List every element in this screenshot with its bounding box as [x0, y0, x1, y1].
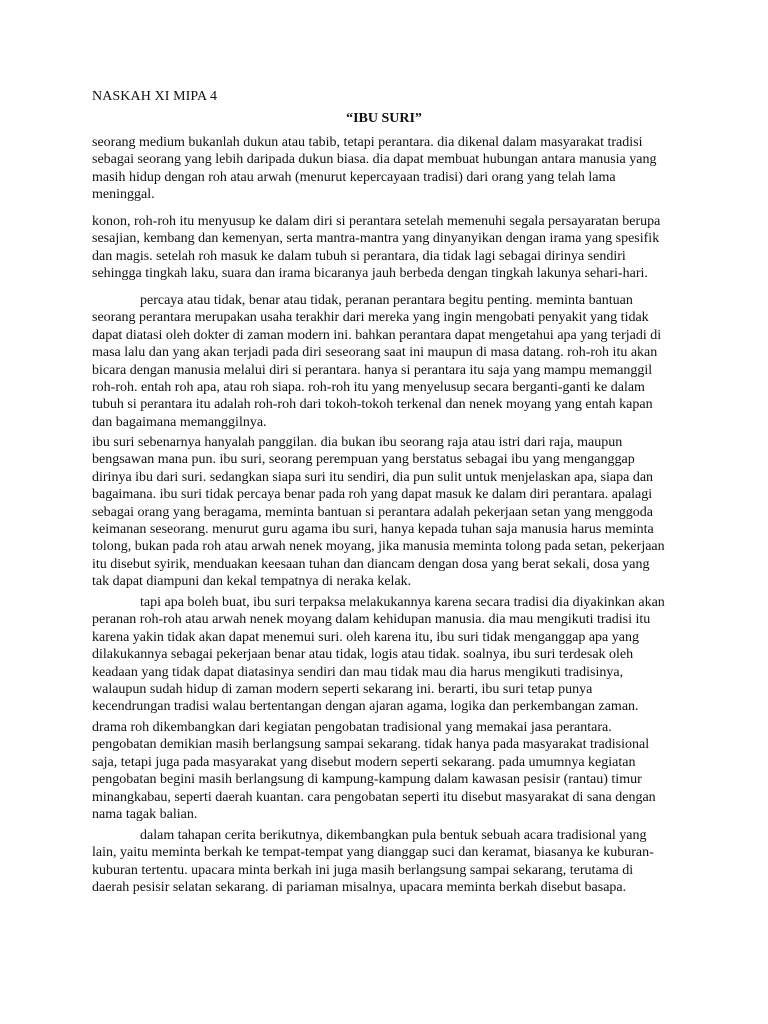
text-line: dirinya ibu dari suri. sedangkan siapa suri itu sendiri, dia pun sulit untuk menjelaskan apa, siapa dan [92, 469, 654, 485]
text-line: nama tagak balian. [92, 807, 198, 823]
text-line: daerah pesisir selatan sekarang. di pariaman misalnya, upacara meminta berkah disebut basapa. [92, 880, 627, 896]
text-line: pengobatan demikian masih berlangsung sampai sekarang. tidak hanya pada masyarakat tradisional [92, 737, 650, 753]
text-line: masa lalu dan yang akan terjadi pada diri seseorang saat ini maupun di masa datang. roh-roh itu akan [92, 345, 658, 361]
text-line: seorang medium bukanlah dukun atau tabib, tetapi perantara. dia dikenal dalam masyarakat tradisi [92, 135, 643, 150]
text-line: percaya atau tidak, benar atau tidak, peranan perantara begitu penting. meminta bantuan [140, 293, 633, 308]
text-line: drama roh dikembangkan dari kegiatan pengobatan tradisional yang memakai jasa perantara. [92, 720, 612, 735]
text-line: peranan roh-roh atau arwah nenek moyang dalam kehidupan manusia. dia mau mengikuti tradisi itu [92, 612, 651, 628]
paragraph [92, 213, 692, 283]
paragraph [92, 719, 692, 823]
text-line: minangkabau, seperti daerah kuantan. cara pengobatan seperti itu disebut masyarakat di sana dengan [92, 789, 656, 805]
text-line: lain, yaitu meminta berkah ke tempat-tempat yang dianggap suci dan keramat, biasanya ke kuburan- [92, 845, 654, 861]
text-line: konon, roh-roh itu menyusup ke dalam diri si perantara setelah memenuhi segala persayaratan berupa [92, 214, 661, 229]
document-header: NASKAH XI MIPA 4 [92, 89, 218, 104]
text-line: walaupun sudah hidup di zaman modern seperti sekarang ini. berarti, ibu suri tetap punya [92, 682, 593, 698]
text-line: keadaan yang tidak dapat diatasinya sendiri dan mau tidak mau dia harus mengikuti tradisinya, [92, 664, 624, 680]
text-line: bicara dengan manusia melalui diri si perantara. hanya si perantara itu saja yang mampu memanggil [92, 362, 653, 378]
paragraph [92, 292, 692, 431]
paragraph [92, 434, 692, 591]
text-line: roh-roh. entah roh apa, atau roh siapa. roh-roh itu yang menyelusup secara berganti-ganti ke dalam [92, 380, 645, 396]
text-line: bagaimana. ibu suri tidak percaya benar pada roh yang dapat masuk ke dalam diri perantara. apalagi [92, 487, 653, 503]
paragraph [92, 594, 692, 716]
text-line: dan magis. setelah roh masuk ke dalam tubuh si perantara, dia tidak lagi sebagai dirinya sendiri [92, 248, 626, 264]
text-line: sesajian, kembang dan kemenyan, serta mantra-mantra yang dinyanyikan dengan irama yang spesifik [92, 231, 660, 247]
paragraph [92, 827, 692, 897]
text-line: sebagai orang yang beragama, meminta bantuan si perantara adalah pekerjaan setan yang menggoda [92, 504, 653, 520]
text-line: sehingga tingkah laku, suara dan irama bicaranya jauh berbeda dengan tingkah lakunya sehari-hari. [92, 266, 648, 282]
text-line: itu disebut syirik, menduakan keesaan tuhan dan diancam dengan dosa yang berat sekali, dosa yang [92, 556, 650, 572]
text-line: tak dapat diampuni dan kekal tempatnya di neraka kelak. [92, 574, 412, 590]
text-line: ibu suri sebenarnya hanyalah panggilan. dia bukan ibu seorang raja atau istri dari raja, maupun [92, 435, 623, 450]
text-line: meninggal. [92, 187, 155, 203]
text-line: karena yakin tidak akan dapat menemui suri. oleh karena itu, ibu suri tidak menganggap apa yang [92, 629, 639, 645]
text-line: sebagai seorang yang lebih daripada dukun biasa. dia dapat membuat hubungan antara manusia yang [92, 152, 657, 168]
paragraph [92, 134, 692, 204]
text-line: tapi apa boleh buat, ibu suri terpaksa melakukannya karena secara tradisi dia diyakinkan akan [140, 595, 665, 610]
text-line: dan bagaimana memanggilnya. [92, 414, 267, 430]
text-line: keimanan seseorang. menurut guru agama ibu suri, hanya kepada tuhan saja manusia harus meminta [92, 522, 654, 538]
text-line: kecendrungan tradisi walau bertentangan dengan ajaran agama, logika dan perkembangan zaman. [92, 699, 639, 715]
text-line: dilakukannya sebagai pekerjaan benar atau tidak, logis atau tidak. soalnya, ibu suri terdesak oleh [92, 647, 634, 663]
text-line: seorang perantara merupakan usaha terakhir dari mereka yang ingin mengobati penyakit yang tidak [92, 310, 649, 326]
text-line: dapat diatasi oleh dokter di zaman modern ini. bahkan perantara dapat mengetahui apa yang terjadi di [92, 327, 662, 343]
text-line: saja, tetapi juga pada masyarakat yang disebut modern seperti sekarang. pada umumnya kegiatan [92, 754, 636, 770]
text-line: masih hidup dengan roh atau arwah (menurut kepercayaan tradisi) dari orang yang telah lama [92, 169, 616, 185]
text-line: tubuh si perantara itu adalah roh-roh dari tokoh-tokoh terkenal dan nenek moyang yang entah kapan [92, 397, 653, 413]
text-line: dalam tahapan cerita berikutnya, dikembangkan pula bentuk sebuah acara tradisional yang [140, 828, 647, 843]
text-line: tolong, bukan pada roh atau arwah nenek moyang, jika manusia meminta tolong pada setan, pekerjaan [92, 539, 665, 555]
text-line: kuburan tertentu. upacara minta berkah ini juga masih berlangsung sampai sekarang, terutama di [92, 862, 634, 878]
text-line: pengobatan begini masih berlangsung di kampung-kampung dalam kawasan pesisir (rantau) timur [92, 772, 642, 788]
text-line: bengsawan mana pun. ibu suri, seorang perempuan yang berstatus sebagai ibu yang menganggap [92, 452, 635, 468]
document-title: “IBU SURI” [346, 111, 422, 126]
